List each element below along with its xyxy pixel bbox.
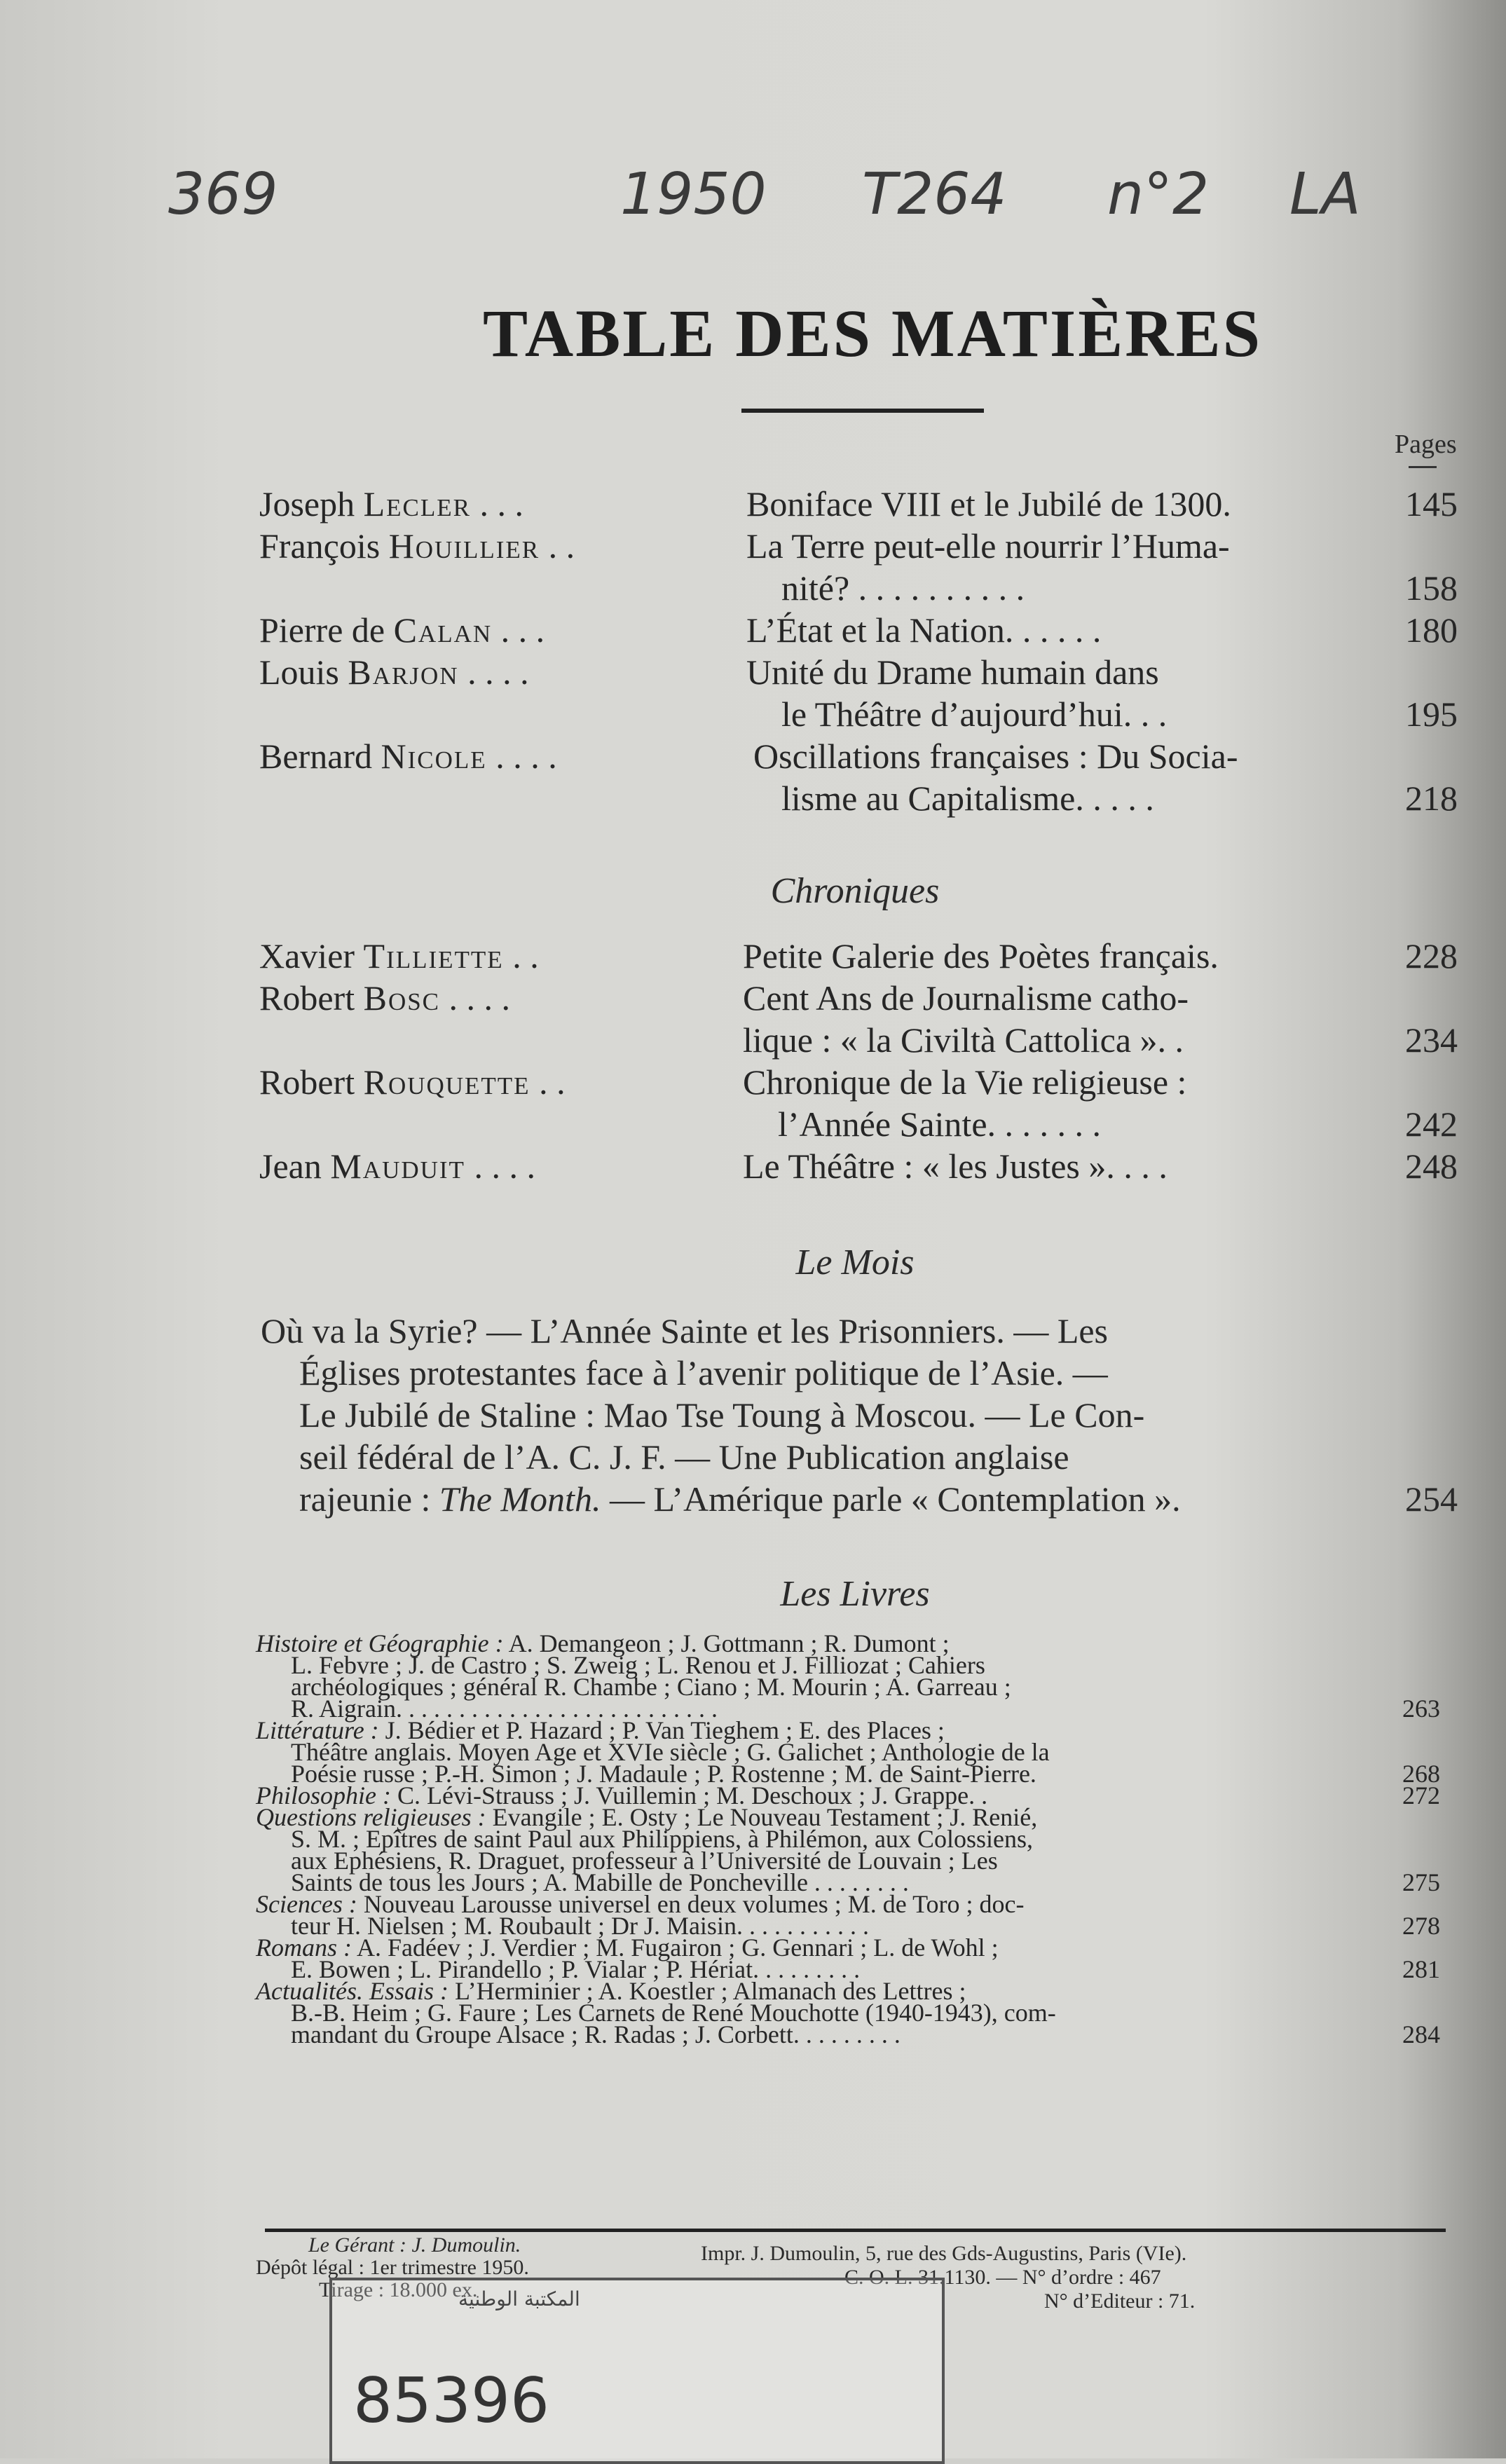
footer-rule (265, 2229, 1446, 2232)
chronique-page: 228 (1405, 936, 1458, 976)
article-page: 218 (1405, 779, 1458, 818)
article-page: 195 (1405, 694, 1458, 734)
chronique-title: Cent Ans de Journalisme catho- (743, 978, 1189, 1018)
livres-entry: Philosophie : C. Lévi-Strauss ; J. Vuillemin ; M. Deschoux ; J. Grappe. . (256, 1781, 988, 1809)
article-title: L’État et la Nation. . . . . . (746, 610, 1102, 650)
article-author: François Houillier . . (259, 526, 575, 566)
mois-heading: Le Mois (795, 1243, 915, 1282)
mois-line: Le Jubilé de Staline : Mao Tse Toung à Moscou. — Le Con- (299, 1395, 1145, 1435)
article-page: 158 (1405, 568, 1458, 608)
livres-page: 281 (1402, 1955, 1440, 1983)
livres-page: 278 (1402, 1912, 1440, 1940)
article-page: 145 (1405, 484, 1458, 523)
article-page: 180 (1405, 610, 1458, 650)
article-author: Joseph Lecler . . . (259, 484, 523, 523)
handwritten-code: T264 (862, 161, 1007, 228)
handwritten-number: 369 (168, 161, 278, 228)
article-author: Pierre de Calan . . . (259, 610, 545, 650)
handwritten-letters: LA (1289, 161, 1361, 228)
livres-page: 284 (1402, 2020, 1440, 2048)
footer-col: C. O. L. 31.1130. — N° d’ordre : 467 (844, 2266, 1161, 2289)
chronique-title: Chronique de la Vie religieuse : (743, 1062, 1187, 1102)
chronique-author: Xavier Tilliette . . (259, 936, 539, 976)
article-title-cont: le Théâtre d’aujourd’hui. . . (781, 694, 1168, 734)
mois-page: 254 (1405, 1479, 1458, 1519)
stamp-arabic-text: المكتبة الوطنية (458, 2287, 580, 2311)
livres-entry: Littérature : J. Bédier et P. Hazard ; P. Van Tieghem ; E. des Places ; Théâtre anglais. Moyen Age et XVIe siècle ; G. Galichet ; Anthologie de la Poésie russe ; P.-H. Simon ; J. Madaule ; P. Rostenne ; M. de Saint-Pierre. (256, 1716, 1050, 1788)
article-title-cont: nité? . . . . . . . . . . (781, 568, 1025, 608)
library-stamp (329, 2278, 945, 2464)
chronique-title-cont: l’Année Sainte. . . . . . . (778, 1104, 1102, 1144)
chronique-author: Jean Mauduit . . . . (259, 1147, 535, 1186)
handwritten-year: 1950 (620, 161, 767, 228)
article-title: La Terre peut-elle nourrir l’Huma- (746, 526, 1230, 566)
livres-page: 275 (1402, 1868, 1440, 1896)
chronique-page: 242 (1405, 1104, 1458, 1144)
page-title: TABLE DES MATIÈRES (482, 296, 1263, 371)
chronique-title-cont: lique : « la Civiltà Cattolica ». . (743, 1020, 1184, 1060)
footer-tirage: Tirage : 18.000 ex. (319, 2278, 478, 2301)
footer-depot: Dépôt légal : 1er trimestre 1950. (256, 2256, 529, 2279)
livres-entry: Sciences : Nouveau Larousse universel en deux volumes ; M. de Toro ; doc- teur H. Nielsen ; M. Roubault ; Dr J. Maisin. . . . . . . . . . . (256, 1890, 1025, 1940)
livres-page: 268 (1402, 1760, 1440, 1788)
mois-line: rajeunie : The Month. — L’Amérique parle « Contemplation ». (299, 1479, 1181, 1519)
chronique-title: Le Théâtre : « les Justes ». . . . (743, 1147, 1168, 1186)
article-author: Bernard Nicole . . . . (259, 737, 557, 776)
chronique-author: Robert Bosc . . . . (259, 978, 511, 1018)
mois-line: Où va la Syrie? — L’Année Sainte et les Prisonniers. — Les (261, 1311, 1109, 1350)
article-author: Louis Barjon . . . . (259, 652, 529, 692)
footer-editeur: N° d’Editeur : 71. (1044, 2290, 1196, 2313)
article-title-cont: lisme au Capitalisme. . . . . (781, 779, 1154, 818)
stamp-number: 85396 (353, 2364, 549, 2437)
article-title: Boniface VIII et le Jubilé de 1300. (746, 484, 1231, 523)
article-title: Oscillations françaises : Du Socia- (753, 737, 1238, 776)
pages-dash (1409, 466, 1437, 468)
mois-line: Églises protestantes face à l’avenir politique de l’Asie. — (299, 1353, 1108, 1392)
article-title: Unité du Drame humain dans (746, 652, 1159, 692)
handwritten-issue: n°2 (1107, 161, 1210, 228)
chronique-title: Petite Galerie des Poètes français. (743, 936, 1219, 976)
title-rule (741, 409, 984, 413)
mois-line: seil fédéral de l’A. C. J. F. — Une Publication anglaise (299, 1437, 1069, 1477)
footer-gerant: Le Gérant : J. Dumoulin. (308, 2233, 521, 2257)
livres-entry: Actualités. Essais : L’Herminier ; A. Koestler ; Almanach des Lettres ; B.-B. Heim ; G. Faure ; Les Carnets de René Mouchotte (1940-1943), com- mandant du Groupe Alsace ; R. Radas ; J. Corbett. . . . . . . . . (256, 1977, 1056, 2048)
livres-entry: Questions religieuses : Evangile ; E. Osty ; Le Nouveau Testament ; J. Renié, S. M. ; Epîtres de saint Paul aux Philippiens, à Philémon, aux Colossiens, aux Ephésiens, R. Draguet, professeur à l’Université de Louvain ; Les Saints de tous les Jours ; A. Mabille de Poncheville . . . . . . . . (256, 1803, 1038, 1896)
livres-page: 263 (1402, 1695, 1440, 1723)
chronique-page: 234 (1405, 1020, 1458, 1060)
footer-imprimeur: Impr. J. Dumoulin, 5, rue des Gds-Augustins, Paris (VIe). (701, 2242, 1187, 2265)
chronique-page: 248 (1405, 1147, 1458, 1186)
chroniques-heading: Chroniques (770, 871, 940, 911)
livres-entry: Histoire et Géographie : A. Demangeon ; J. Gottmann ; R. Dumont ; L. Febvre ; J. de Castro ; S. Zweig ; L. Renou et J. Filliozat ; Cahiers archéologiques ; général R. Chambe ; Ciano ; M. Mourin ; A. Garreau ; R. Aigrain. . . . . . . . . . . . . . . . . . . . . . . . . . (256, 1629, 1011, 1723)
livres-page: 272 (1402, 1781, 1440, 1809)
livres-heading: Les Livres (780, 1574, 930, 1614)
pages-label: Pages (1395, 430, 1457, 459)
livres-entry: Romans : A. Fadéev ; J. Verdier ; M. Fugairon ; G. Gennari ; L. de Wohl ; E. Bowen ; L. Pirandello ; P. Vialar ; P. Hériat. . . . . . . . . (256, 1933, 999, 1983)
chronique-author: Robert Rouquette . . (259, 1062, 566, 1102)
